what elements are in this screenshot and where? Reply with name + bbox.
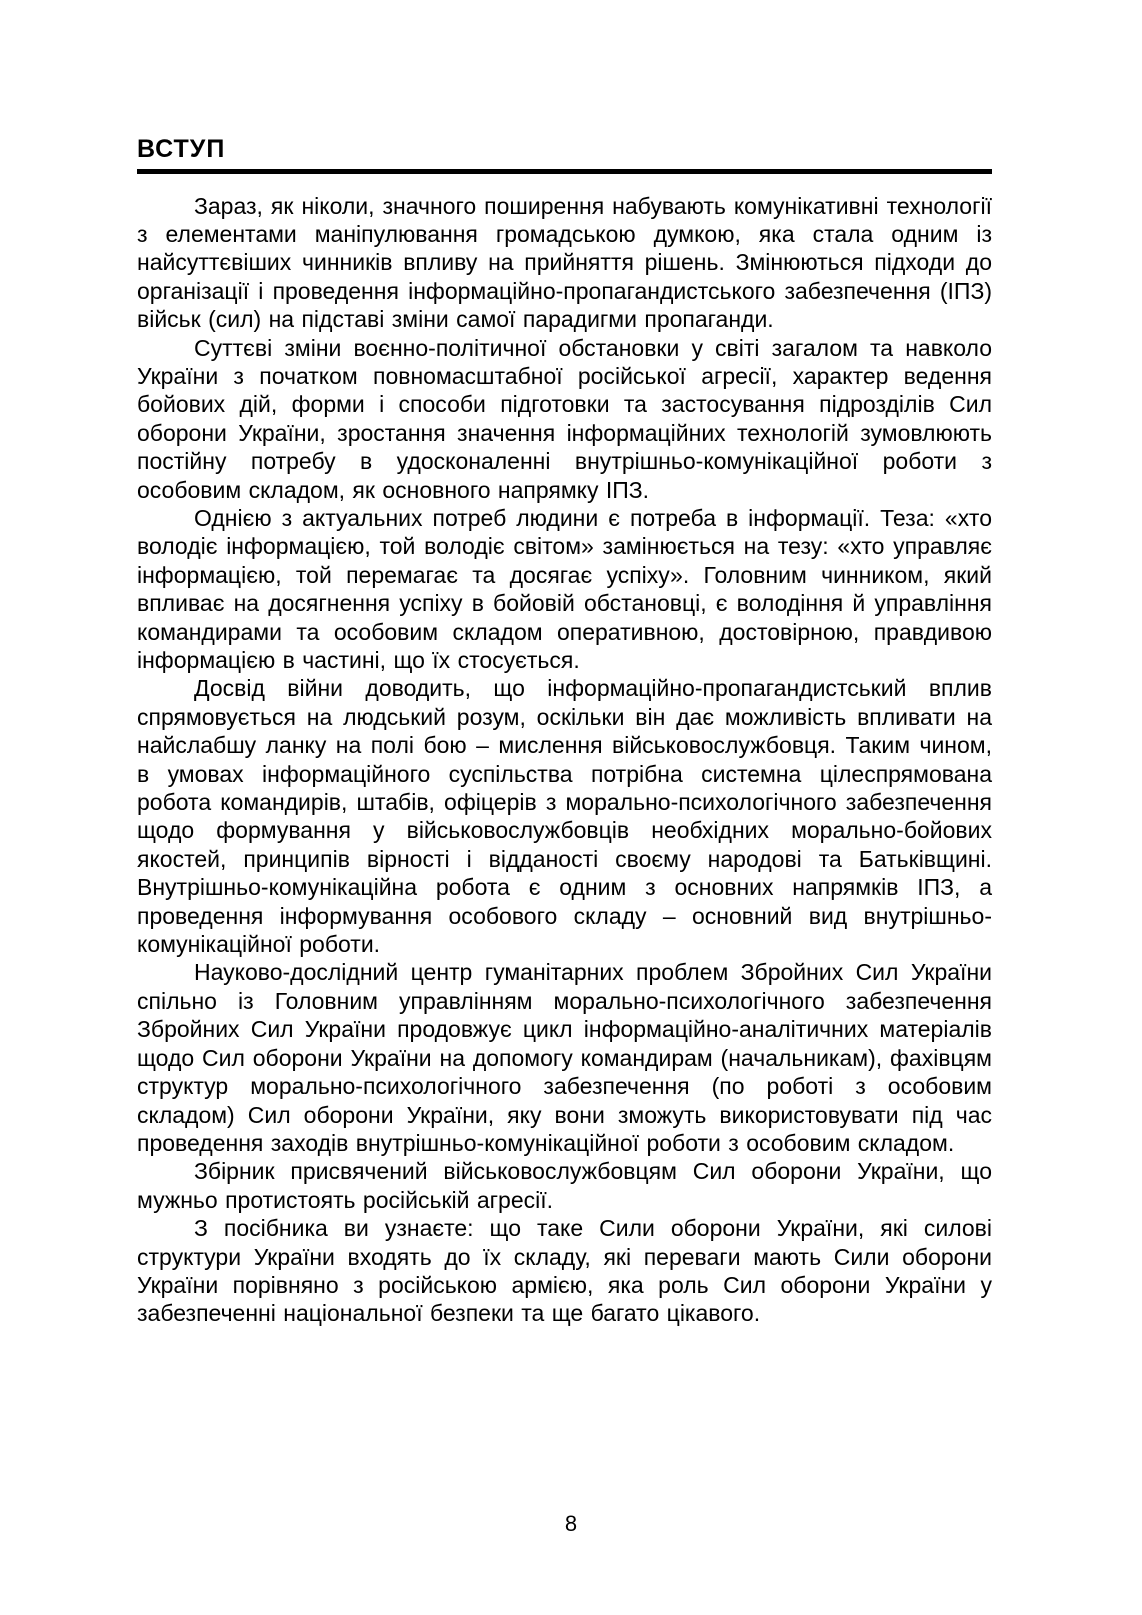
body-text <box>137 192 992 1328</box>
section-heading-block <box>137 136 992 174</box>
paragraph: Збірник присвячений військовослужбовцям Сил оборони України, що мужньо протистоять російській агресії. <box>137 1158 992 1213</box>
paragraph: Суттєві зміни воєнно-політичної обстановки у світі загалом та навколо України з початком повномасштабної російської агресії, характер ведення бойових дій, форми і способи підготовки та застосування підрозділів Сил оборони України, зростання значення інформаційних технологій зумовлюють постійну потребу в удосконаленні внутрішньо-комунікаційної роботи з особовим складом, як основного напрямку ІПЗ. <box>137 334 992 503</box>
section-title: ВСТУП <box>137 135 226 163</box>
paragraph: Зараз, як ніколи, значного поширення набувають комунікативні технології з елементами маніпулювання громадською думкою, яка стала одним із найсуттєвіших чинників впливу на прийняття рішень. Змінюються підходи до організації і проведення інформаційно-пропагандистського забезпечення (ІПЗ) військ (сил) на підставі зміни самої парадигми пропаганди. <box>137 192 992 333</box>
paragraph: Однією з актуальних потреб людини є потреба в інформації. Теза: «хто володіє інформацією, той володіє світом» замінюється на тезу: «хто управляє інформацією, той перемагає та досягає успіху». Головним чинником, який впливає на досягнення успіху в бойовій обстановці, є володіння й управління командирами та особовим складом оперативною, достовірною, правдивою інформацією в частині, що їх стосується. <box>137 504 992 673</box>
paragraph: Досвід війни доводить, що інформаційно-пропагандистський вплив спрямовується на людський розум, оскільки він дає можливість впливати на найслабшу ланку на полі бою – мислення військовослужбовця. Таким чином, в умовах інформаційного суспільства потрібна системна цілеспрямована робота командирів, штабів, офіцерів з морально-психологічного забезпечення щодо формування у військовослужбовців необхідних морально-бойових якостей, принципів вірності і відданості своєму народові та Батьківщині. Внутрішньо-комунікаційна робота є одним з основних напрямків ІПЗ, а проведення інформування особового складу – основний вид внутрішньо-комунікаційної роботи. <box>137 675 992 958</box>
page-number: 8 <box>564 1511 578 1536</box>
page-footer <box>0 1513 1142 1535</box>
paragraph: Науково-дослідний центр гуманітарних проблем Збройних Сил України спільно із Головним управлінням морально-психологічного забезпечення Збройних Сил України продовжує цикл інформаційно-аналітичних матеріалів щодо Сил оборони України на допомогу командирам (начальникам), фахівцям структур морально-психологічного забезпечення (по роботі з особовим складом) Сил оборони України, яку вони зможуть використовувати під час проведення заходів внутрішньо-комунікаційної роботи з особовим складом. <box>137 959 992 1156</box>
paragraph: З посібника ви узнаєте: що таке Сили оборони України, які силові структури України входять до їх складу, які переваги мають Сили оборони України порівняно з російською армією, яка роль Сил оборони України у забезпеченні національної безпеки та ще багато цікавого. <box>137 1215 992 1327</box>
